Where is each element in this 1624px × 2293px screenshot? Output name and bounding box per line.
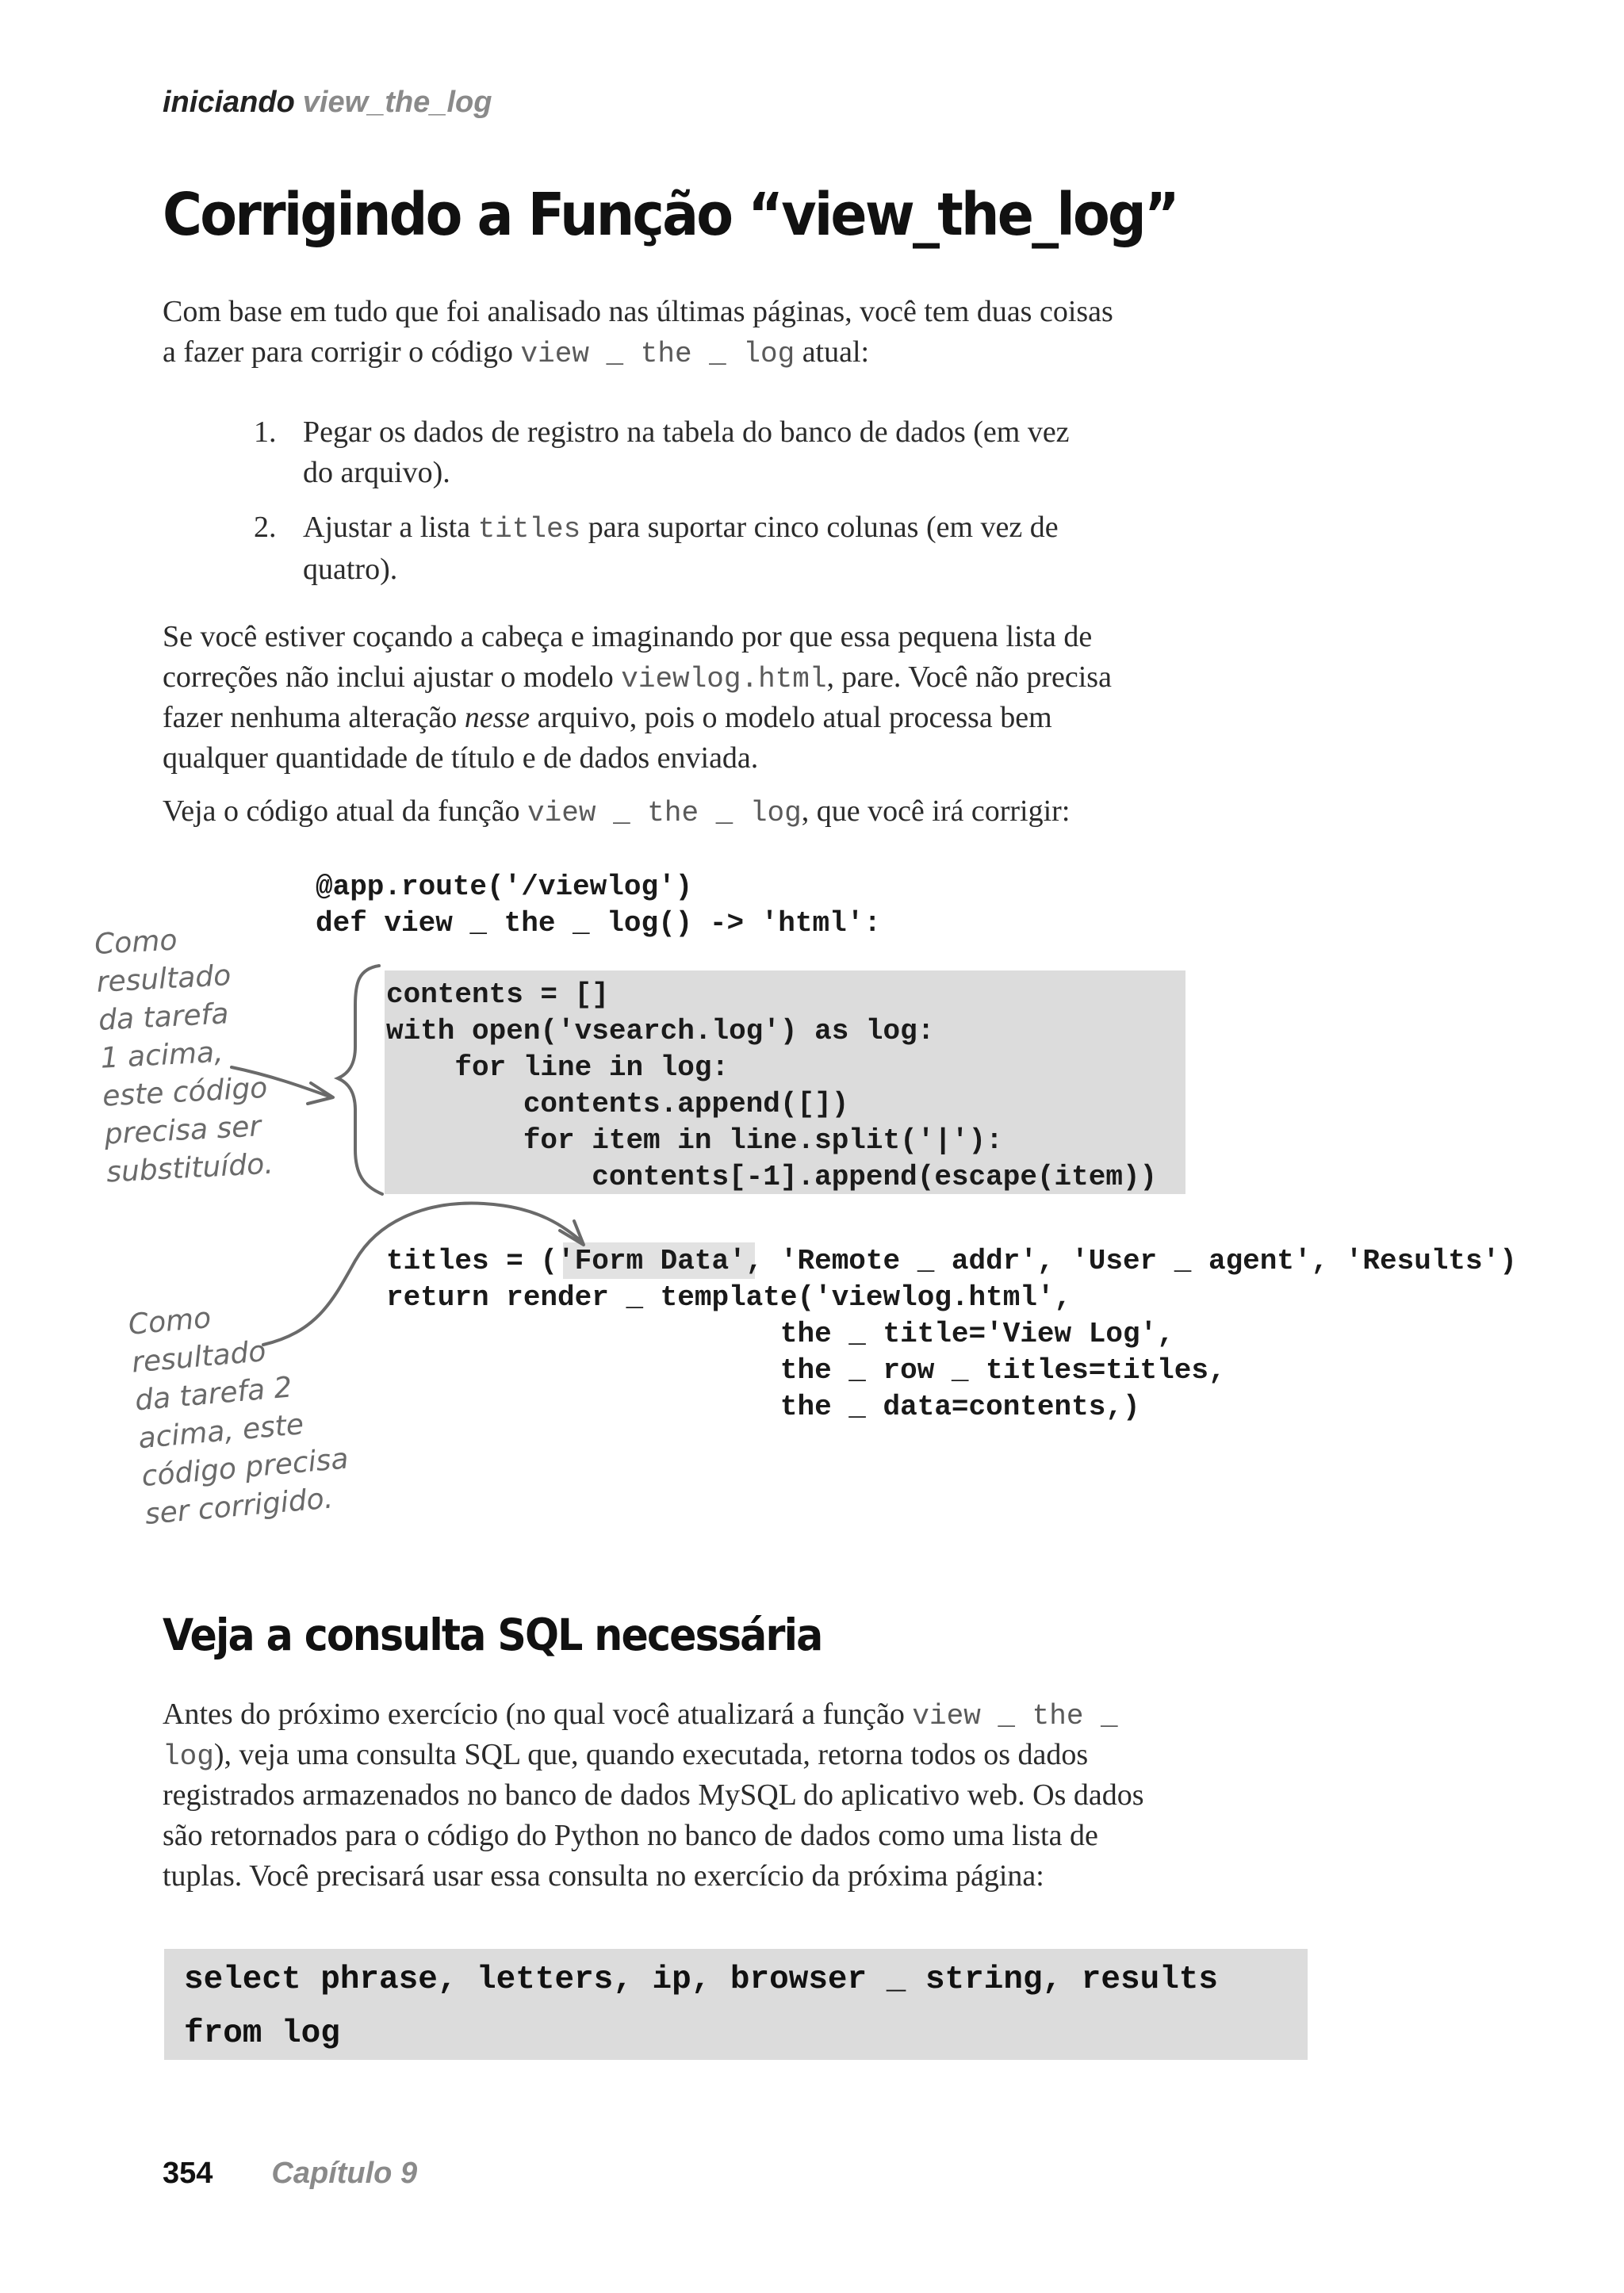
- code-line: the _ row _ titles=titles,: [386, 1354, 1226, 1387]
- page-title: Corrigindo a Função “view_the_log”: [163, 181, 1178, 249]
- code-line: the _ data=contents,): [386, 1391, 1140, 1423]
- note-line: resultado: [130, 1335, 267, 1380]
- note-line: ser corrigido.: [144, 1482, 335, 1531]
- code-line: for line in log:: [386, 1051, 730, 1084]
- para2-code: viewlog.html: [621, 663, 827, 695]
- note-line: da tarefa 2: [133, 1371, 294, 1418]
- para2-text: , pare. Você não precisa: [826, 660, 1112, 694]
- note-line: precisa ser: [103, 1110, 262, 1151]
- note-line: da tarefa: [98, 997, 230, 1037]
- section2-text: Antes do próximo exercício (no qual você atualizará a função: [163, 1698, 913, 1731]
- para3-text: , que você irá corrigir:: [801, 794, 1071, 828]
- intro-text: a fazer para corrigir o código: [163, 335, 521, 369]
- section2-line-5: tuplas. Você precisará usar essa consulta no exercício da próxima página:: [163, 1859, 1044, 1893]
- para2-text: correções não inclui ajustar o modelo: [163, 660, 622, 694]
- para3-code: view _ the _ log: [527, 797, 802, 829]
- section2-code: log: [163, 1740, 214, 1773]
- para2-emphasis: nesse: [464, 701, 530, 734]
- intro-code: view _ the _ log: [520, 338, 795, 370]
- running-header-label: iniciando: [163, 86, 295, 119]
- intro-text-end: atual:: [795, 335, 870, 369]
- para2-line-1: Se você estiver coçando a cabeça e imaginando por que essa pequena lista de: [163, 620, 1093, 653]
- para2-line-4: qualquer quantidade de título e de dados enviada.: [163, 741, 759, 775]
- note-line: código precisa: [140, 1442, 350, 1494]
- code-line: @app.route('/viewlog'): [316, 871, 693, 903]
- code-line: contents[-1].append(escape(item)): [386, 1161, 1158, 1193]
- section-heading: Veja a consulta SQL necessária: [163, 1610, 822, 1660]
- section2-text: ), veja uma consulta SQL que, quando executada, retorna todos os dados: [213, 1738, 1089, 1771]
- para2-text: arquivo, pois o modelo atual processa bem: [530, 701, 1052, 734]
- section2-line-1: [163, 1694, 1118, 1736]
- sql-line-1: select phrase, letters, ip, browser _ string, results: [184, 1962, 1219, 1998]
- list-item-line: quatro).: [303, 553, 398, 586]
- list-item-line: Pegar os dados de registro na tabela do banco de dados (em vez: [303, 415, 1070, 449]
- section2-line-2: [163, 1735, 1088, 1777]
- section2-code: view _ the _: [912, 1700, 1118, 1732]
- page-footer: [163, 2157, 417, 2191]
- para3-text: Veja o código atual da função: [163, 794, 528, 828]
- section2-line-4: são retornados para o código do Python no banco de dados como uma lista de: [163, 1819, 1098, 1852]
- page-number: 354: [163, 2157, 213, 2190]
- list-number: 2.: [254, 511, 277, 544]
- code-line: def view _ the _ log() -> 'html':: [316, 907, 881, 940]
- note-line: 1 acima,: [99, 1035, 224, 1075]
- code-line: for item in line.split('|'):: [386, 1124, 1003, 1157]
- code-line: return render _ template('viewlog.html',: [386, 1281, 1072, 1314]
- intro-line-1: Com base em tudo que foi analisado nas últimas páginas, você tem duas coisas: [163, 295, 1113, 328]
- list-text: para suportar cinco colunas (em vez de: [580, 511, 1059, 544]
- note-line: Como: [127, 1301, 213, 1342]
- list-text: Ajustar a lista: [303, 511, 478, 544]
- note-line: este código: [102, 1071, 269, 1113]
- arrow-2-icon: [263, 1204, 582, 1345]
- list-code: titles: [477, 513, 581, 545]
- chapter-label: Capítulo 9: [271, 2157, 418, 2190]
- curly-brace-icon: [338, 966, 382, 1194]
- code-line: contents = []: [386, 978, 609, 1011]
- note-line: resultado: [95, 959, 232, 999]
- running-header-code: view_the_log: [302, 86, 492, 119]
- code-line-titles: titles = ('Form Data', 'Remote _ addr', 'User _ agent', 'Results'): [386, 1245, 1517, 1277]
- para2-text: fazer nenhuma alteração: [163, 701, 465, 734]
- code-line: contents.append([]): [386, 1088, 849, 1120]
- note-line: Como: [94, 924, 178, 961]
- list-number: 1.: [254, 415, 277, 449]
- sql-line-2: from log: [184, 2015, 340, 2052]
- list-item-line: do arquivo).: [303, 456, 450, 489]
- code-line: with open('vsearch.log') as log:: [386, 1015, 935, 1047]
- note-line: acima, este: [136, 1408, 305, 1456]
- arrow-1-icon: [232, 1067, 331, 1097]
- code-line: the _ title='View Log',: [386, 1318, 1174, 1350]
- section2-line-3: registrados armazenados no banco de dados MySQL do aplicativo web. Os dados: [163, 1778, 1144, 1812]
- note-line: substituído.: [105, 1147, 274, 1189]
